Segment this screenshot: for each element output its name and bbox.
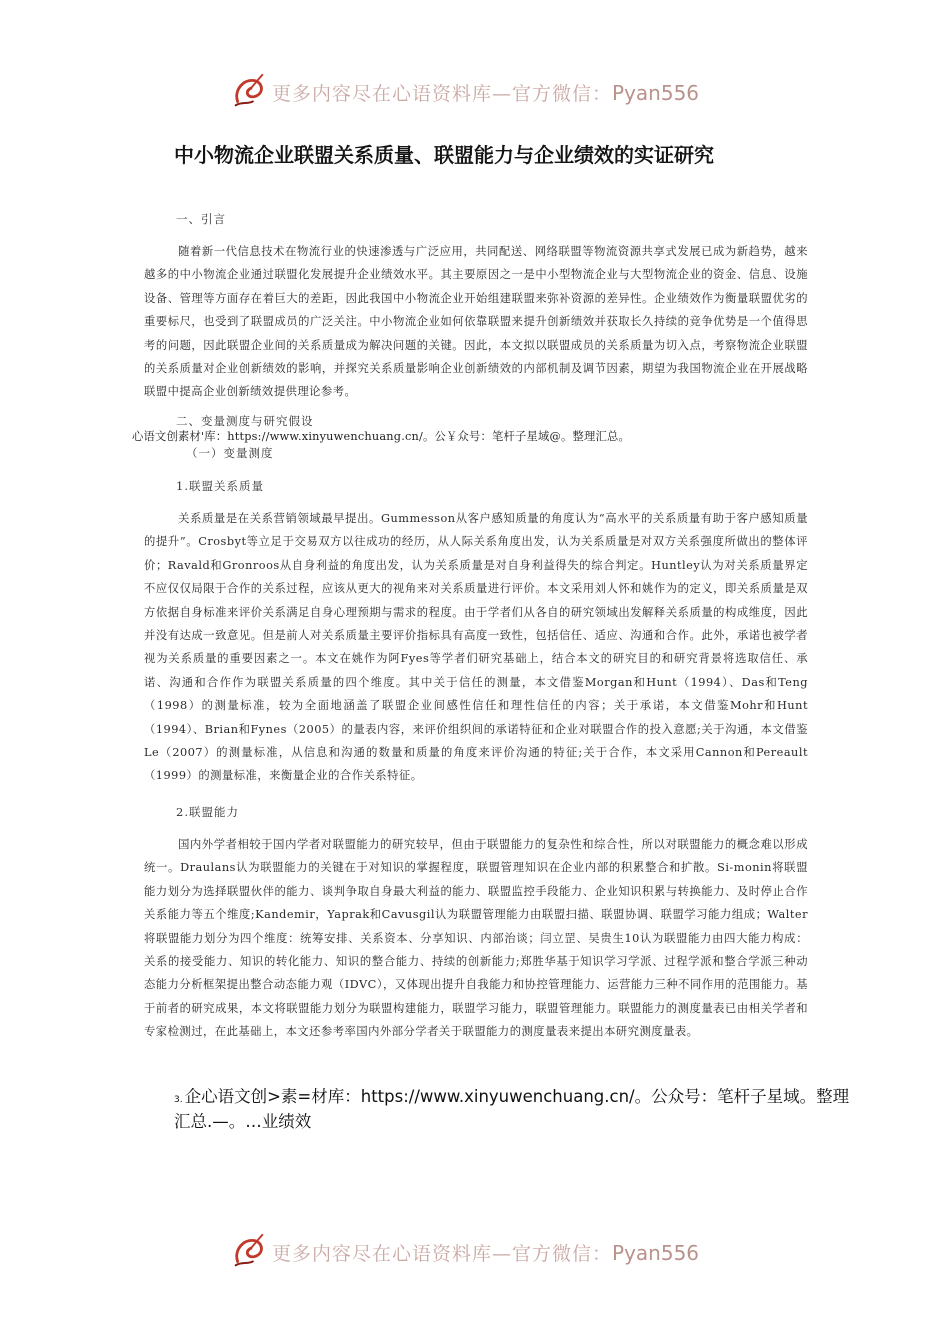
quill-swirl-logo-icon — [230, 73, 268, 111]
document-title: 中小物流企业联盟关系质量、联盟能力与企业绩效的实证研究 — [174, 143, 714, 167]
quill-swirl-logo-icon — [230, 1233, 268, 1271]
footer-banner — [230, 1232, 699, 1272]
subsection-heading-relationship-quality: 1.联盟关系质量 — [176, 479, 264, 493]
header-banner — [230, 72, 699, 112]
alliance-capability-paragraph: 国内外学者相较于国内学者对联盟能力的研究较早，但由于联盟能力的复杂性和综合性，所以对联盟能力的概念难以形成统一。Draulans认为联盟能力的关键在于对知识的掌握程度，联盟管理知识在企业内部的积累整合和扩散。Si-monin将联盟能力划分为选择联盟伙伴的能力、谈判争取自身最大利益的能力、联盟监控手段能力、企业知识积累与转换能力、及时停止合作关系能力等五个维度;Kandemir，Yaprak和Cavusgil认为联盟管理能力由联盟扫描、联盟协调、联盟学习能力组成；Walter将联盟能力划分为四个维度：统筹安排、关系资本、分享知识、内部治谈；闫立罡、吴贵生10认为联盟能力由四大能力构成：关系的接受能力、知识的转化能力、知识的整合能力、持续的创新能力;郑胜华基于知识学习学派、过程学派和整合学派三种动态能力分析框架提出整合动态能力观（IDVC），又体现出提升自我能力和协控管理能力、运营能力三种不同作用的范围能力。基于前者的研究成果，本文将联盟能力划分为联盟构建能力，联盟学习能力，联盟管理能力。联盟能力的测度量表已由相关学者和专家检测过，在此基础上，本文还参考率国内外部分学者关于联盟能力的测度量表来提出本研究测度量表。 — [144, 838, 808, 1039]
subsection-number: 3. — [174, 1095, 183, 1105]
subsection-heading-alliance-capability: 2.联盟能力 — [176, 805, 239, 819]
banner-text: 更多内容尽在心语资料库—官方微信：Pyan556 — [272, 80, 700, 105]
intro-paragraph: 随着新一代信息技术在物流行业的快速渗透与广泛应用，共同配送、网络联盟等物流资源共享式发展已成为新趋势，越来越多的中小物流企业通过联盟化发展提升企业绩效水平。其主要原因之一是中小型物流企业与大型物流企业的资金、信息、设施设备、管理等方面存在着巨大的差距，因此我国中小物流企业开始组建联盟来弥补资源的差异性。企业绩效作为衡量联盟优劣的重要标尺，也受到了联盟成员的广泛关注。中小物流企业如何依靠联盟来提升创新绩效并获取长久持续的竞争优势是一个值得思考的问题，因此联盟企业间的关系质量成为解决问题的关键。因此，本文拟以联盟成员的关系质量为切入点，考察物流企业联盟的关系质量对企业创新绩效的影响，并探究关系质量影响企业创新绩效的内部机制及调节因素，期望为我国物流企业在开展战略联盟中提高企业创新绩效提供理论参考。 — [144, 245, 808, 399]
subsection-heading-performance: 3. 企心语文创>素=材库：https://www.xinyuwenchuang.cn/。公众号：笔杆子星域。整理汇总.—。…业绩效 — [174, 1087, 850, 1131]
banner-text: 更多内容尽在心语资料库—官方微信：Pyan556 — [272, 1240, 700, 1265]
section-heading-intro: 一、引言 — [176, 212, 226, 226]
section-heading-part2: 二、变量测度与研究假设 — [176, 414, 314, 428]
banner-brand: Pyan556 — [612, 80, 700, 105]
relationship-quality-paragraph: 关系质量是在关系营销领域最早提出。Gummesson从客户感知质量的角度认为“高水平的关系质量有助于客户感知质量的提升”。Crosbyt等立足于交易双方以往成功的经历，从人际关系角度出发，认为关系质量是对双方关系强度所做出的整体评价；Ravald和Gronroos从自身利益的角度出发，认为关系质量是对自身利益得失的综合判定。Huntley认为对关系质量界定不应仅仅局限于合作的关系过程，应该从更大的视角来对关系质量进行评价。本文采用刘人怀和姚作为的定义，即关系质量是双方依据自身标准来评价关系满足自身心理预期与需求的程度。由于学者们从各自的研究领域出发解释关系质量的构成维度，因此并没有达成一致意见。但是前人对关系质量主要评价指标具有高度一致性，包括信任、适应、沟通和合作。此外，承诺也被学者视为关系质量的重要因素之一。本文在姚作为阿Fyes等学者们研究基础上，结合本文的研究目的和研究背景将选取信任、承诺、沟通和合作作为联盟关系质量的四个维度。其中关于信任的测量，本文借鉴Morgan和Hunt（1994）、Das和Teng（1998）的测量标准，较为全面地涵盖了联盟企业间感性信任和理性信任的内容；关于承诺，本文借鉴Mohr和Hunt（1994）、Brian和Fynes（2005）的量表内容，来评价组织间的承诺特征和企业对联盟合作的投入意愿;关于沟通，本文借鉴Le（2007）的测量标准，从信息和沟通的数量和质量的角度来评价沟通的特征;关于合作，本文采用Cannon和Pereault（1999）的测量标准，来衡量企业的合作关系特征。 — [144, 512, 808, 783]
watermark-line: 心语文创素材'库：https://www.xinyuwenchuang.cn/。公￥众号：笔杆子星域@。整理汇总。 — [132, 430, 630, 443]
subsection-heading-variables: （一）变量测度 — [186, 446, 274, 460]
banner-brand: Pyan556 — [612, 1240, 700, 1265]
